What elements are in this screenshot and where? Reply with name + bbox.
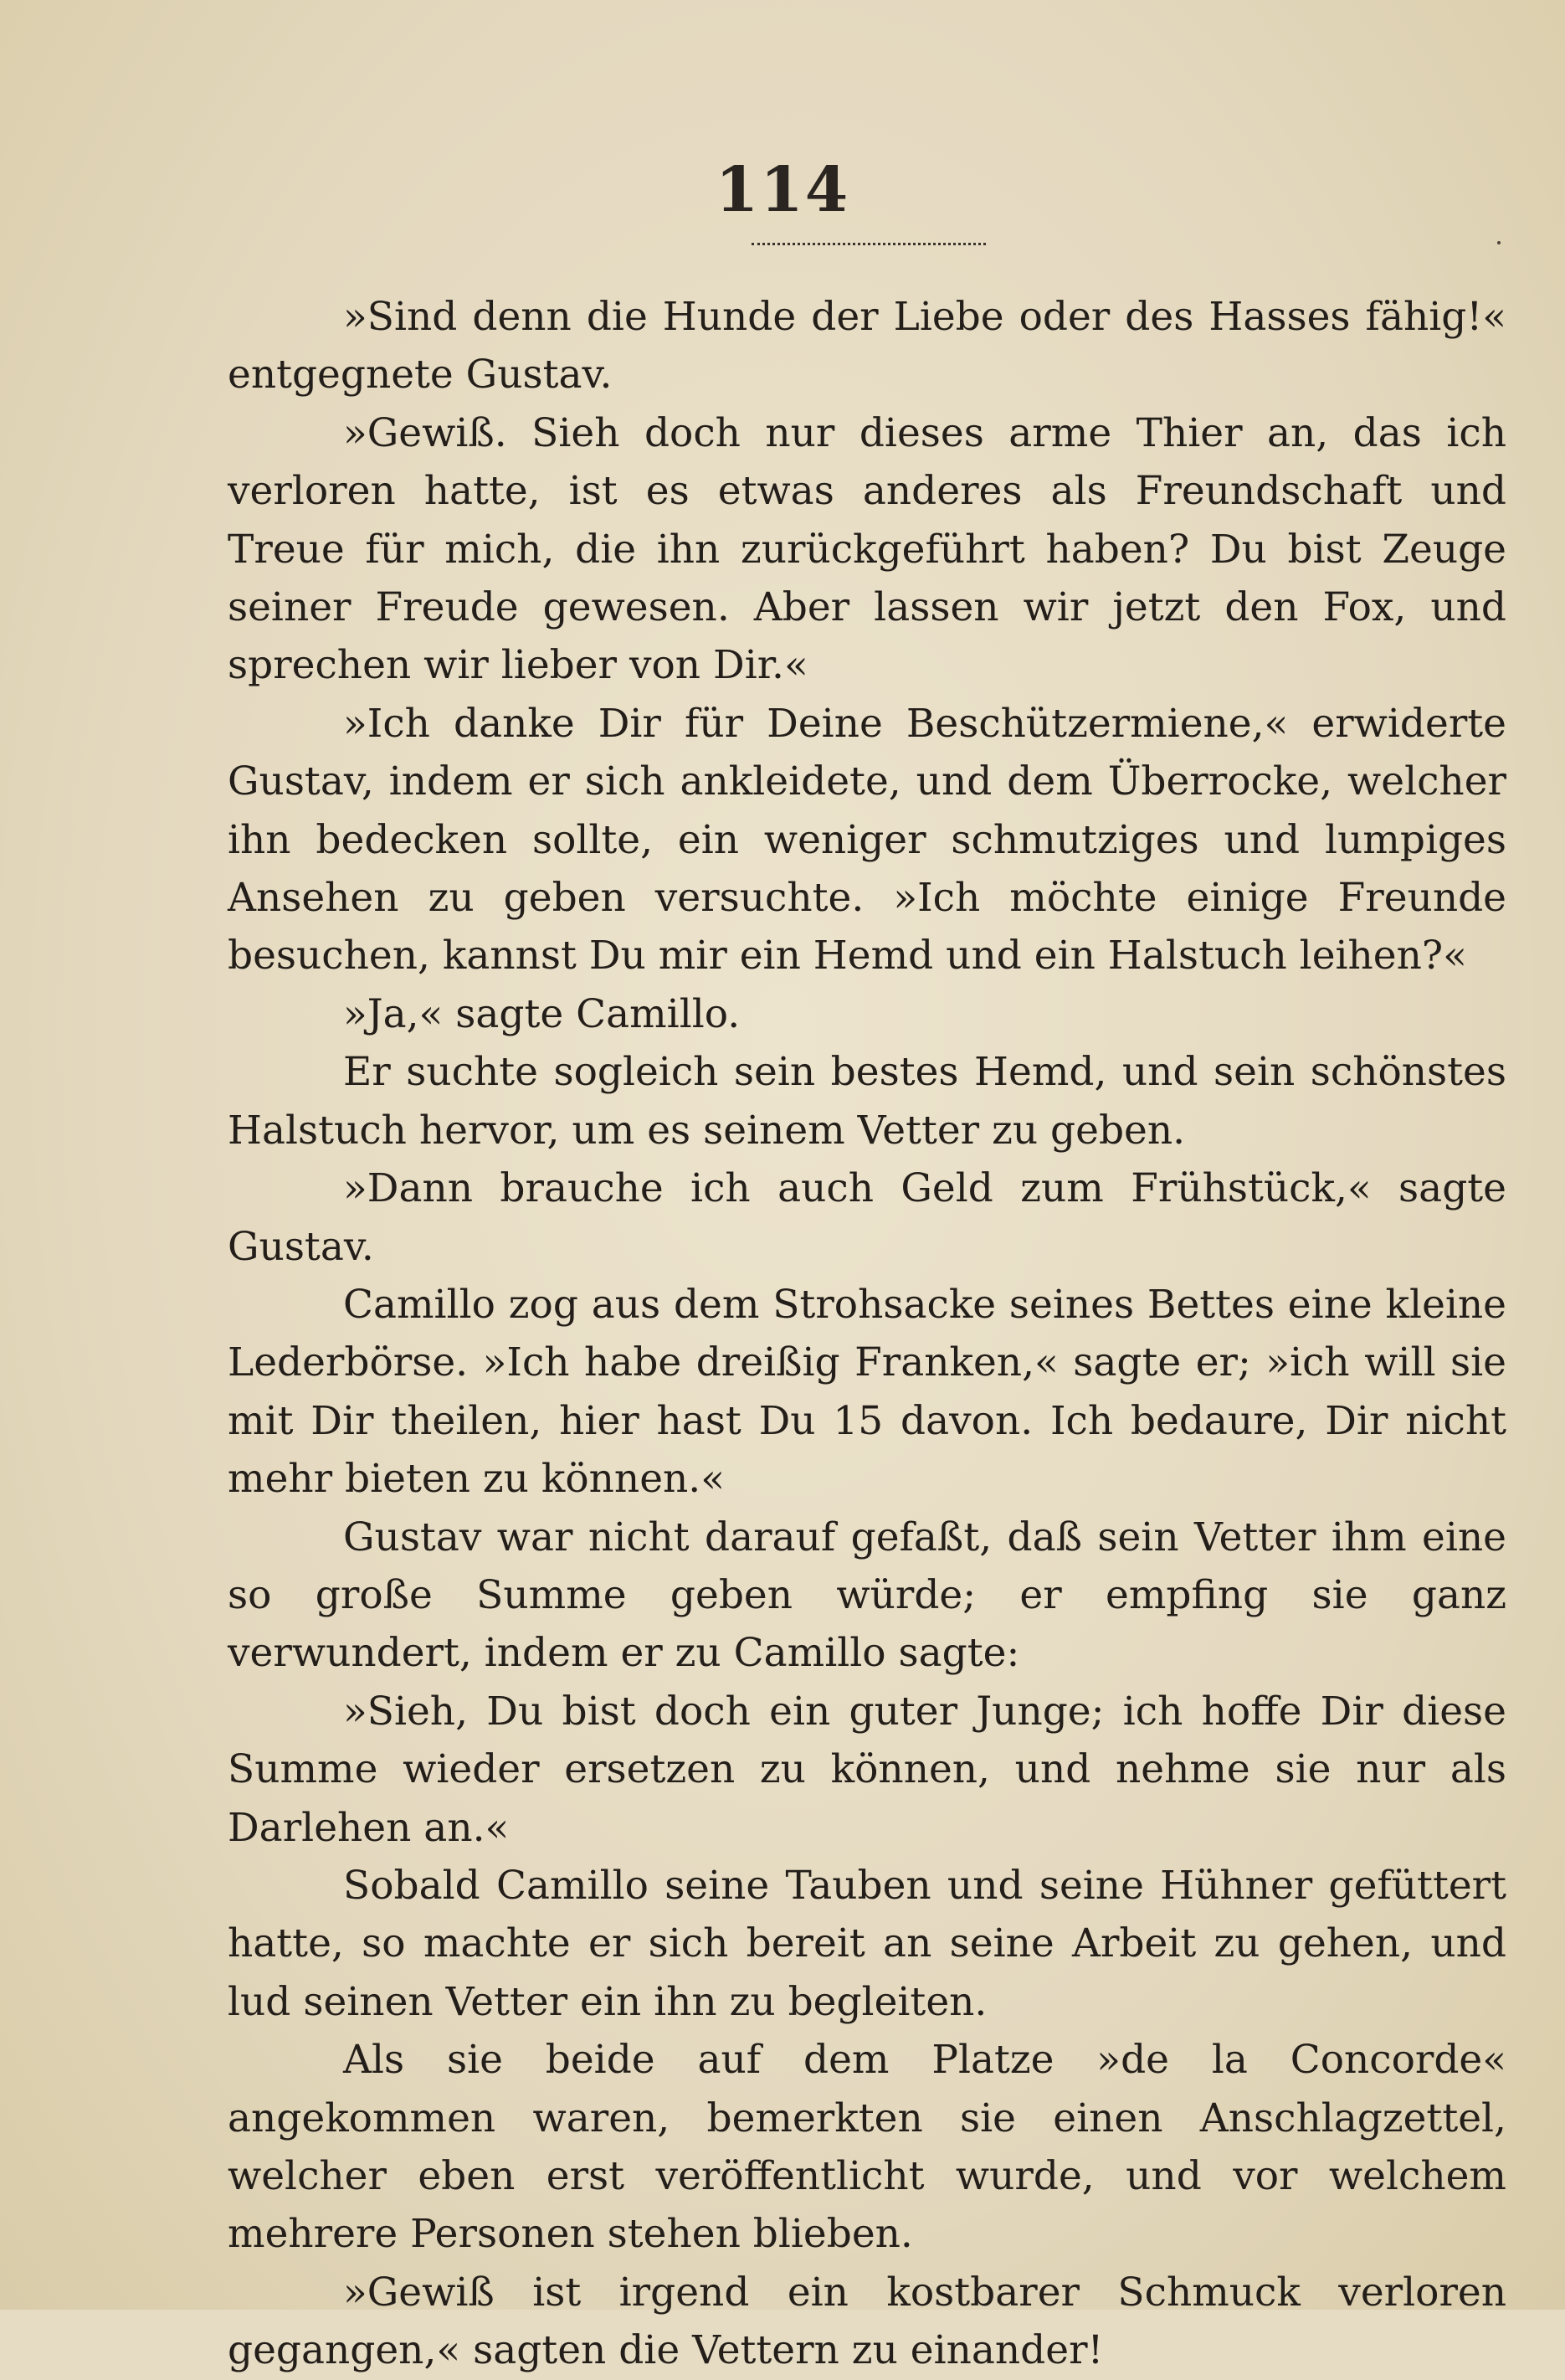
paragraph: Sobald Camillo seine Tauben und seine Hühner gefüttert hatte, so machte er sich bereit an seine Arbeit zu gehen, und lud seinen Vetter ein ihn zu begleiten. (228, 1862, 1506, 2025)
paragraph: »Ja,« sagte Camillo. (343, 990, 741, 1037)
body-text (228, 288, 1506, 2380)
paragraph: »Ich danke Dir für Deine Beschützermiene,« erwiderte Gustav, indem er sich ankleidete, und dem Überrocke, welcher ihn bedecken sollte, ein weniger schmutziges und lumpiges Ansehen zu geben versuchte. »Ich möchte einige Freunde besuchen, kannst Du mir ein Hemd und ein Halstuch leihen?« (228, 700, 1506, 979)
paragraph: »Dann brauche ich auch Geld zum Frühstück,« sagte Gustav. (228, 1165, 1506, 1270)
paragraph: »Gewiß ist irgend ein kostbarer Schmuck verloren gegangen,« sagten die Vettern zu einander! (228, 2269, 1506, 2374)
paper-speck (1497, 241, 1501, 244)
paragraph: Als sie beide auf dem Platze »de la Concorde« angekommen waren, bemerkten sie einen Anschlagzettel, welcher eben erst veröffentlicht wurde, und vor welchem mehrere Personen stehen blieben. (228, 2037, 1506, 2258)
page-number: 114 (715, 154, 850, 226)
paragraph: »Sind denn die Hunde der Liebe oder des Hasses fähig!« entgegnete Gustav. (228, 294, 1506, 398)
paragraph: Er suchte sogleich sein bestes Hemd, und sein schönstes Halstuch hervor, um es seinem Vetter zu geben. (228, 1049, 1506, 1154)
header-rule (752, 243, 986, 245)
paragraph: »Sieh, Du bist doch ein guter Junge; ich hoffe Dir diese Summe wieder ersetzen zu können, und nehme sie nur als Darlehen an.« (228, 1688, 1506, 1851)
paragraph: Camillo zog aus dem Strohsacke seines Bettes eine kleine Lederbörse. »Ich habe dreißig Franken,« sagte er; »ich will sie mit Dir theilen, hier hast Du 15 davon. Ich bedaure, Dir nicht mehr bieten zu können.« (228, 1281, 1506, 1503)
paragraph: »Gewiß. Sieh doch nur dieses arme Thier an, das ich verloren hatte, ist es etwas anderes als Freundschaft und Treue für mich, die ihn zurückgeführt haben? Du bist Zeuge seiner Freude gewesen. Aber lassen wir jetzt den Fox, und sprechen wir lieber von Dir.« (228, 409, 1506, 689)
paragraph: Gustav war nicht darauf gefaßt, daß sein Vetter ihm eine so große Summe geben würde; er empfing sie ganz verwundert, indem er zu Camillo sagte: (228, 1514, 1506, 1677)
